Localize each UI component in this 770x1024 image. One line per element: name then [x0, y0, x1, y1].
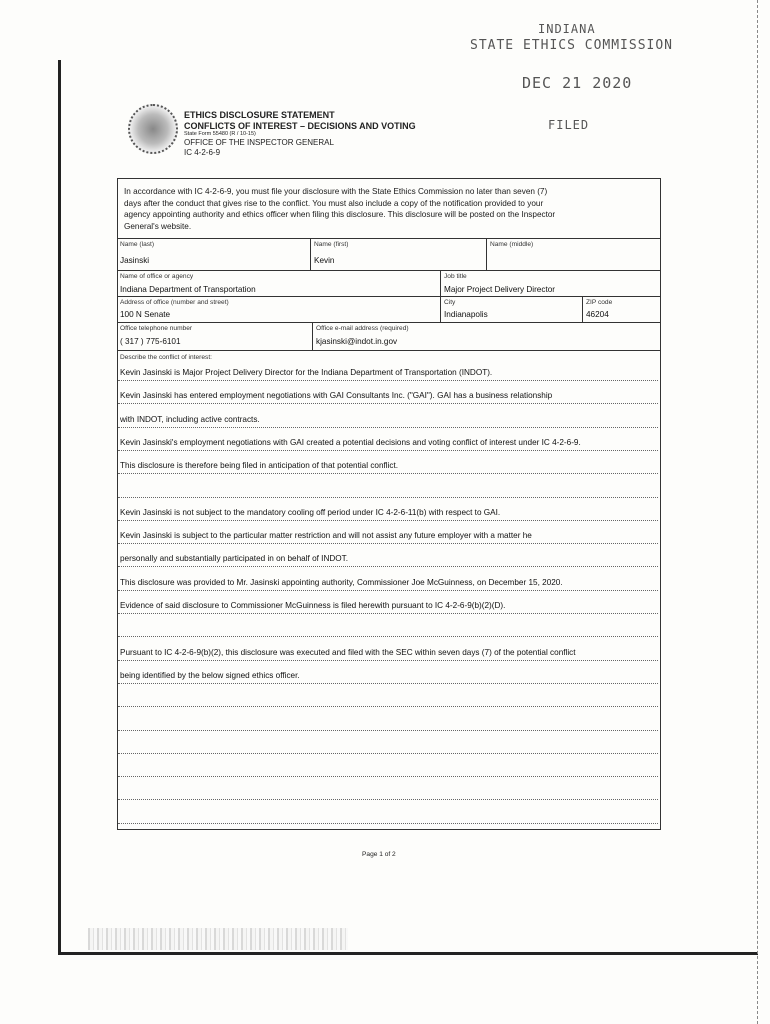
description-line[interactable]: being identified by the below signed ethics officer. [120, 670, 300, 680]
description-rule [118, 497, 658, 498]
address-value[interactable]: 100 N Senate [120, 310, 171, 319]
stamp-line1: INDIANA [538, 22, 596, 36]
grid-line [440, 270, 441, 322]
job-title-label: Job title [444, 273, 467, 280]
description-rule [118, 613, 658, 614]
agency-label: Name of office or agency [120, 273, 194, 280]
description-rule [118, 799, 658, 800]
description-line[interactable]: This disclosure was provided to Mr. Jasinski appointing authority, Commissioner Joe McGuinness, on December 15, 2020. [120, 577, 563, 587]
description-line[interactable]: with INDOT, including active contracts. [120, 414, 260, 424]
middle-name-label: Name (middle) [490, 241, 534, 248]
intro-text [124, 186, 657, 232]
stamp-date: DEC 21 2020 [522, 74, 633, 92]
grid-line [310, 238, 311, 270]
agency-value[interactable]: Indiana Department of Transportation [120, 285, 256, 294]
phone-value[interactable]: ( 317 ) 775-6101 [120, 337, 181, 346]
email-value[interactable]: kjasinski@indot.in.gov [316, 337, 398, 346]
first-name-label: Name (first) [314, 241, 349, 248]
description-rule [118, 776, 658, 777]
description-rule [118, 636, 658, 637]
description-rule [118, 566, 658, 567]
stamp-line2: STATE ETHICS COMMISSION [470, 38, 674, 53]
form-code: IC 4-2-6-9 [184, 147, 221, 157]
form-title: ETHICS DISCLOSURE STATEMENT [184, 110, 335, 120]
zip-value[interactable]: 46204 [586, 310, 609, 319]
grid-line [117, 296, 661, 297]
description-label: Describe the conflict of interest: [120, 354, 212, 361]
description-line[interactable]: Kevin Jasinski is Major Project Delivery Director for the Indiana Department of Transportation (INDOT). [120, 368, 493, 377]
form-office: OFFICE OF THE INSPECTOR GENERAL [184, 138, 334, 147]
grid-line [117, 270, 661, 271]
description-line[interactable]: Kevin Jasinski is subject to the particular matter restriction and will not assist any future employer with a matter he [120, 531, 532, 541]
scan-bottom-edge [58, 952, 758, 955]
stamp-filed: FILED [548, 118, 590, 132]
form-frame [117, 178, 661, 830]
city-value[interactable]: Indianapolis [444, 310, 488, 319]
form-number: State Form 55480 (R / 10-15) [184, 131, 256, 137]
intro-line: In accordance with IC 4-2-6-9, you must file your disclosure with the State Ethics Commission no later than seven (7) [124, 187, 548, 196]
last-name-value[interactable]: Jasinski [120, 256, 150, 265]
description-line[interactable]: This disclosure is therefore being filed in anticipation of that potential conflict. [120, 461, 399, 471]
grid-line [117, 238, 661, 239]
description-rule [118, 660, 658, 661]
email-label: Office e-mail address (required) [316, 325, 409, 332]
first-name-value[interactable]: Kevin [314, 256, 335, 265]
city-label: City [444, 299, 456, 306]
description-rule [118, 730, 658, 731]
page-number: Page 1 of 2 [362, 851, 396, 858]
job-title-value[interactable]: Major Project Delivery Director [444, 285, 556, 294]
description-line[interactable]: Evidence of said disclosure to Commissioner McGuinness is filed herewith pursuant to IC 4-2-6-9(b)(2)(D). [120, 601, 506, 610]
grid-line [117, 350, 661, 351]
description-line[interactable]: Kevin Jasinski's employment negotiations with GAI created a potential decisions and voting conflict of interest under IC 4-2-6-9. [120, 437, 581, 447]
address-label: Address of office (number and street) [120, 299, 229, 306]
description-rule [118, 706, 658, 707]
state-seal-icon [128, 104, 178, 154]
intro-line: General's website. [124, 221, 192, 231]
description-rule [118, 403, 658, 404]
scan-noise [88, 928, 348, 950]
description-rule [118, 543, 658, 544]
scan-right-edge [757, 0, 759, 1024]
form-subtitle: CONFLICTS OF INTEREST – DECISIONS AND VOTING [184, 120, 416, 131]
phone-label: Office telephone number [120, 325, 193, 332]
grid-line [117, 322, 661, 323]
description-rule [118, 590, 658, 591]
description-rule [118, 753, 658, 754]
description-line[interactable]: Kevin Jasinski is not subject to the mandatory cooling off period under IC 4-2-6-11(b) with respect to GAI. [120, 507, 501, 517]
description-rule [118, 427, 658, 428]
grid-line [486, 238, 487, 270]
description-rule [118, 380, 658, 381]
zip-label: ZIP code [586, 299, 613, 306]
description-line[interactable]: personally and substantially participated in on behalf of INDOT. [120, 554, 349, 564]
grid-line [312, 322, 313, 350]
intro-line: days after the conduct that gives rise to the conflict. You must also include a copy of the notification provided to your [124, 198, 544, 208]
description-rule [118, 473, 658, 474]
grid-line [582, 296, 583, 322]
description-line[interactable]: Kevin Jasinski has entered employment negotiations with GAI Consultants Inc. ("GAI"). GAI has a business relationship [120, 391, 553, 401]
description-rule [118, 450, 658, 451]
scan-left-edge [58, 60, 61, 955]
description-rule [118, 823, 658, 824]
last-name-label: Name (last) [120, 241, 155, 248]
description-line[interactable]: Pursuant to IC 4-2-6-9(b)(2), this disclosure was executed and filed with the SEC within seven days (7) of the potential conflict [120, 647, 576, 657]
description-rule [118, 520, 658, 521]
intro-line: agency appointing authority and ethics officer when filing this disclosure. This disclosure will be posted on the Inspector [124, 210, 556, 219]
description-rule [118, 683, 658, 684]
form-header [184, 110, 416, 157]
